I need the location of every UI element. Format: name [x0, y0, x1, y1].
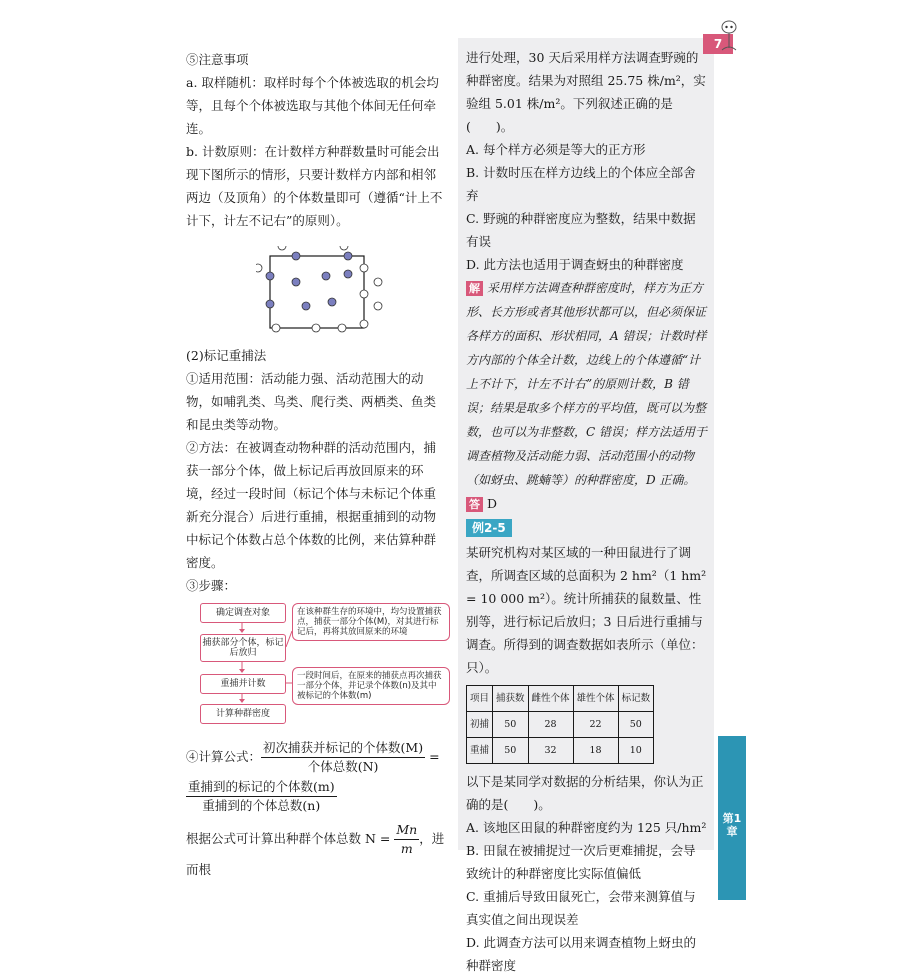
table-cell: 初捕: [467, 712, 493, 738]
uncounted-dot: [374, 278, 382, 286]
counted-dot: [292, 278, 300, 286]
flow-step-4: 计算种群密度: [200, 704, 286, 724]
solution-tag: 解: [466, 281, 483, 296]
option-a: A. 每个样方必须是等大的正方形: [466, 142, 646, 157]
uncounted-dot: [340, 246, 348, 250]
section2-title: (2)标记重捕法: [186, 348, 267, 363]
counted-dot: [292, 252, 300, 260]
quadrat-square: [270, 256, 364, 328]
uncounted-dot: [360, 290, 368, 298]
counted-dot: [302, 302, 310, 310]
table-header-cell: 标记数: [618, 686, 654, 712]
answer-block: [466, 492, 708, 515]
table-cell: 50: [618, 712, 654, 738]
example-heading: 例2-5: [466, 519, 512, 537]
table-header-row: [467, 686, 654, 712]
table-cell: 22: [573, 712, 618, 738]
table-row: [467, 712, 654, 738]
uncounted-dot: [360, 320, 368, 328]
uncounted-dot: [338, 324, 346, 332]
answer-text: D: [487, 496, 498, 511]
fraction-3-denominator: m: [400, 841, 413, 856]
formula-tail-suffix: ，进而根: [186, 831, 445, 877]
uncounted-dot: [256, 264, 262, 272]
table-cell: 50: [493, 712, 529, 738]
counted-dot: [322, 272, 330, 280]
fraction-1: [261, 739, 425, 776]
example-stem: 某研究机构对某区域的一种田鼠进行了调查，所调查区域的总面积为 2 hm²（1 hm² = 10 000 m²）。统计所捕获的鼠数量、性别等，进行标记后放归；3 日后进行重捕与调查。所得到的调查数据如表所示（单位：只）。: [466, 545, 707, 675]
capture-data-table: [466, 685, 654, 764]
fraction-2-numerator: 重捕到的标记的个体数(m): [186, 778, 337, 797]
table-cell: 重捕: [467, 738, 493, 764]
right-column-panel: [458, 38, 714, 973]
page-number-badge: 7: [703, 34, 733, 54]
s2-item3-text: ③步骤：: [186, 578, 237, 593]
uncounted-dot: [360, 264, 368, 272]
fraction-2-denominator: 重捕到的个体总数(n): [202, 798, 321, 813]
counted-dot: [328, 298, 336, 306]
item5-b-text: b. 计数原则：在计数样方种群数量时可能会出现下图所示的情形，只要计数样方内部和相邻两边（及顶角）的个体数量即可（遵循“计上不计下，计左不记右”的原则）。: [186, 144, 443, 228]
uncounted-dot: [374, 302, 382, 310]
quadrat-count-diagram: [186, 246, 448, 334]
fraction-2: [186, 778, 337, 815]
uncounted-dot: [278, 246, 286, 250]
counted-dot: [344, 270, 352, 278]
table-header-cell: 项目: [467, 686, 493, 712]
formula-label: ④计算公式：: [186, 749, 262, 764]
example-option-b: B. 田鼠在被捕捉过一次后更难捕捉，会导致统计的种群密度比实际值偏低: [466, 843, 696, 881]
counted-dot: [266, 272, 274, 280]
s2-item2-text: ②方法：在被调查动物种群的活动范围内，捕获一部分个体，做上标记后再放回原来的环境，经过一段时间（标记个体与未标记个体重新充分混合）后进行重捕，根据重捕到的动物中标记个体数占总个体数的比例，来估算种群密度。: [186, 440, 437, 570]
fraction-3-numerator: Mn: [394, 821, 419, 840]
item5-title: ⑤注意事项: [186, 52, 249, 67]
mark-recapture-flowchart: [186, 601, 448, 733]
flow-note-1: 在该种群生存的环境中，均匀设置捕获点，捕获一部分个体(M)，对其进行标记后，再将其放回原来的环境: [292, 603, 450, 641]
flow-step-3: 重捕并计数: [200, 674, 286, 694]
flow-note-2: 一段时间后，在原来的捕获点再次捕获一部分个体，并记录个体数(n)及其中被标记的个体数(m): [292, 667, 450, 705]
option-d: D. 此方法也适用于调查蚜虫的种群密度: [466, 257, 684, 272]
table-cell: 28: [528, 712, 573, 738]
option-c: C. 野豌的种群密度应为整数，结果中数据有误: [466, 211, 696, 249]
table-cell: 50: [493, 738, 529, 764]
formula-tail-prefix: 根据公式可计算出种群个体总数 N =: [186, 831, 391, 846]
flow-step-2: 捕获部分个体，标记后放归: [200, 634, 286, 662]
example-option-d: D. 此调查方法可以用来调查植物上蚜虫的种群密度: [466, 935, 697, 973]
table-header-cell: 捕获数: [493, 686, 529, 712]
lincoln-index-formula: [186, 739, 448, 881]
formula-equals: =: [429, 749, 440, 764]
example-option-a: A. 该地区田鼠的种群密度约为 125 只/hm²: [466, 820, 707, 835]
table-header-cell: 雌性个体: [528, 686, 573, 712]
s2-item1-text: ①适用范围：活动能力强、活动范围大的动物，如哺乳类、鸟类、爬行类、两栖类、鱼类和昆虫类等动物。: [186, 371, 437, 432]
item5-a-text: a. 取样随机：取样时每个个体被选取的机会均等，且每个个体被选取与其他个体间无任何牵连。: [186, 75, 439, 136]
fraction-1-numerator: 初次捕获并标记的个体数(M): [261, 739, 425, 758]
table-cell: 32: [528, 738, 573, 764]
table-header-cell: 雄性个体: [573, 686, 618, 712]
chapter-label: 第1章: [722, 812, 742, 838]
solution-text: 采用样方法调查种群密度时，样方为正方形、长方形或者其他形状都可以，但必须保证各样方的面积、形状相同，A 错误；计数时样方内部的个体全计数，边线上的个体遵循“计上不计下，计左不计右”的原则计数，B 错误；结果是取多个样方的平均值，既可以为整数，也可以为非整数，C 错误；样方法适用于调查植物及活动能力弱、活动范围小的动物（如蚜虫、跳蝻等）的种群密度，D 正确。: [466, 281, 707, 487]
uncounted-dot: [272, 324, 280, 332]
counted-dot: [266, 300, 274, 308]
uncounted-dot: [312, 324, 320, 332]
flow-step-1: 确定调查对象: [200, 603, 286, 623]
table-row: [467, 738, 654, 764]
question-continuation: 进行处理，30 天后采用样方法调查野豌的种群密度。结果为对照组 25.75 株/m²，实验组 5.01 株/m²。下列叙述正确的是( )。: [466, 50, 706, 134]
answer-tag: 答: [466, 497, 483, 512]
mascot-icon: [716, 18, 742, 58]
table-cell: 18: [573, 738, 618, 764]
left-column: [186, 48, 448, 881]
quadrat-svg: [256, 246, 386, 338]
fraction-1-denominator: 个体总数(N): [307, 759, 379, 774]
example-question: 以下是某同学对数据的分析结果，你认为正确的是( )。: [466, 774, 704, 812]
counted-dot: [344, 252, 352, 260]
table-cell: 10: [618, 738, 654, 764]
solution-block: [466, 276, 708, 492]
option-b: B. 计数时压在样方边线上的个体应全部舍弃: [466, 165, 696, 203]
fraction-3: [394, 821, 419, 858]
example-option-c: C. 重捕后导致田鼠死亡，会带来测算值与真实值之间出现误差: [466, 889, 696, 927]
